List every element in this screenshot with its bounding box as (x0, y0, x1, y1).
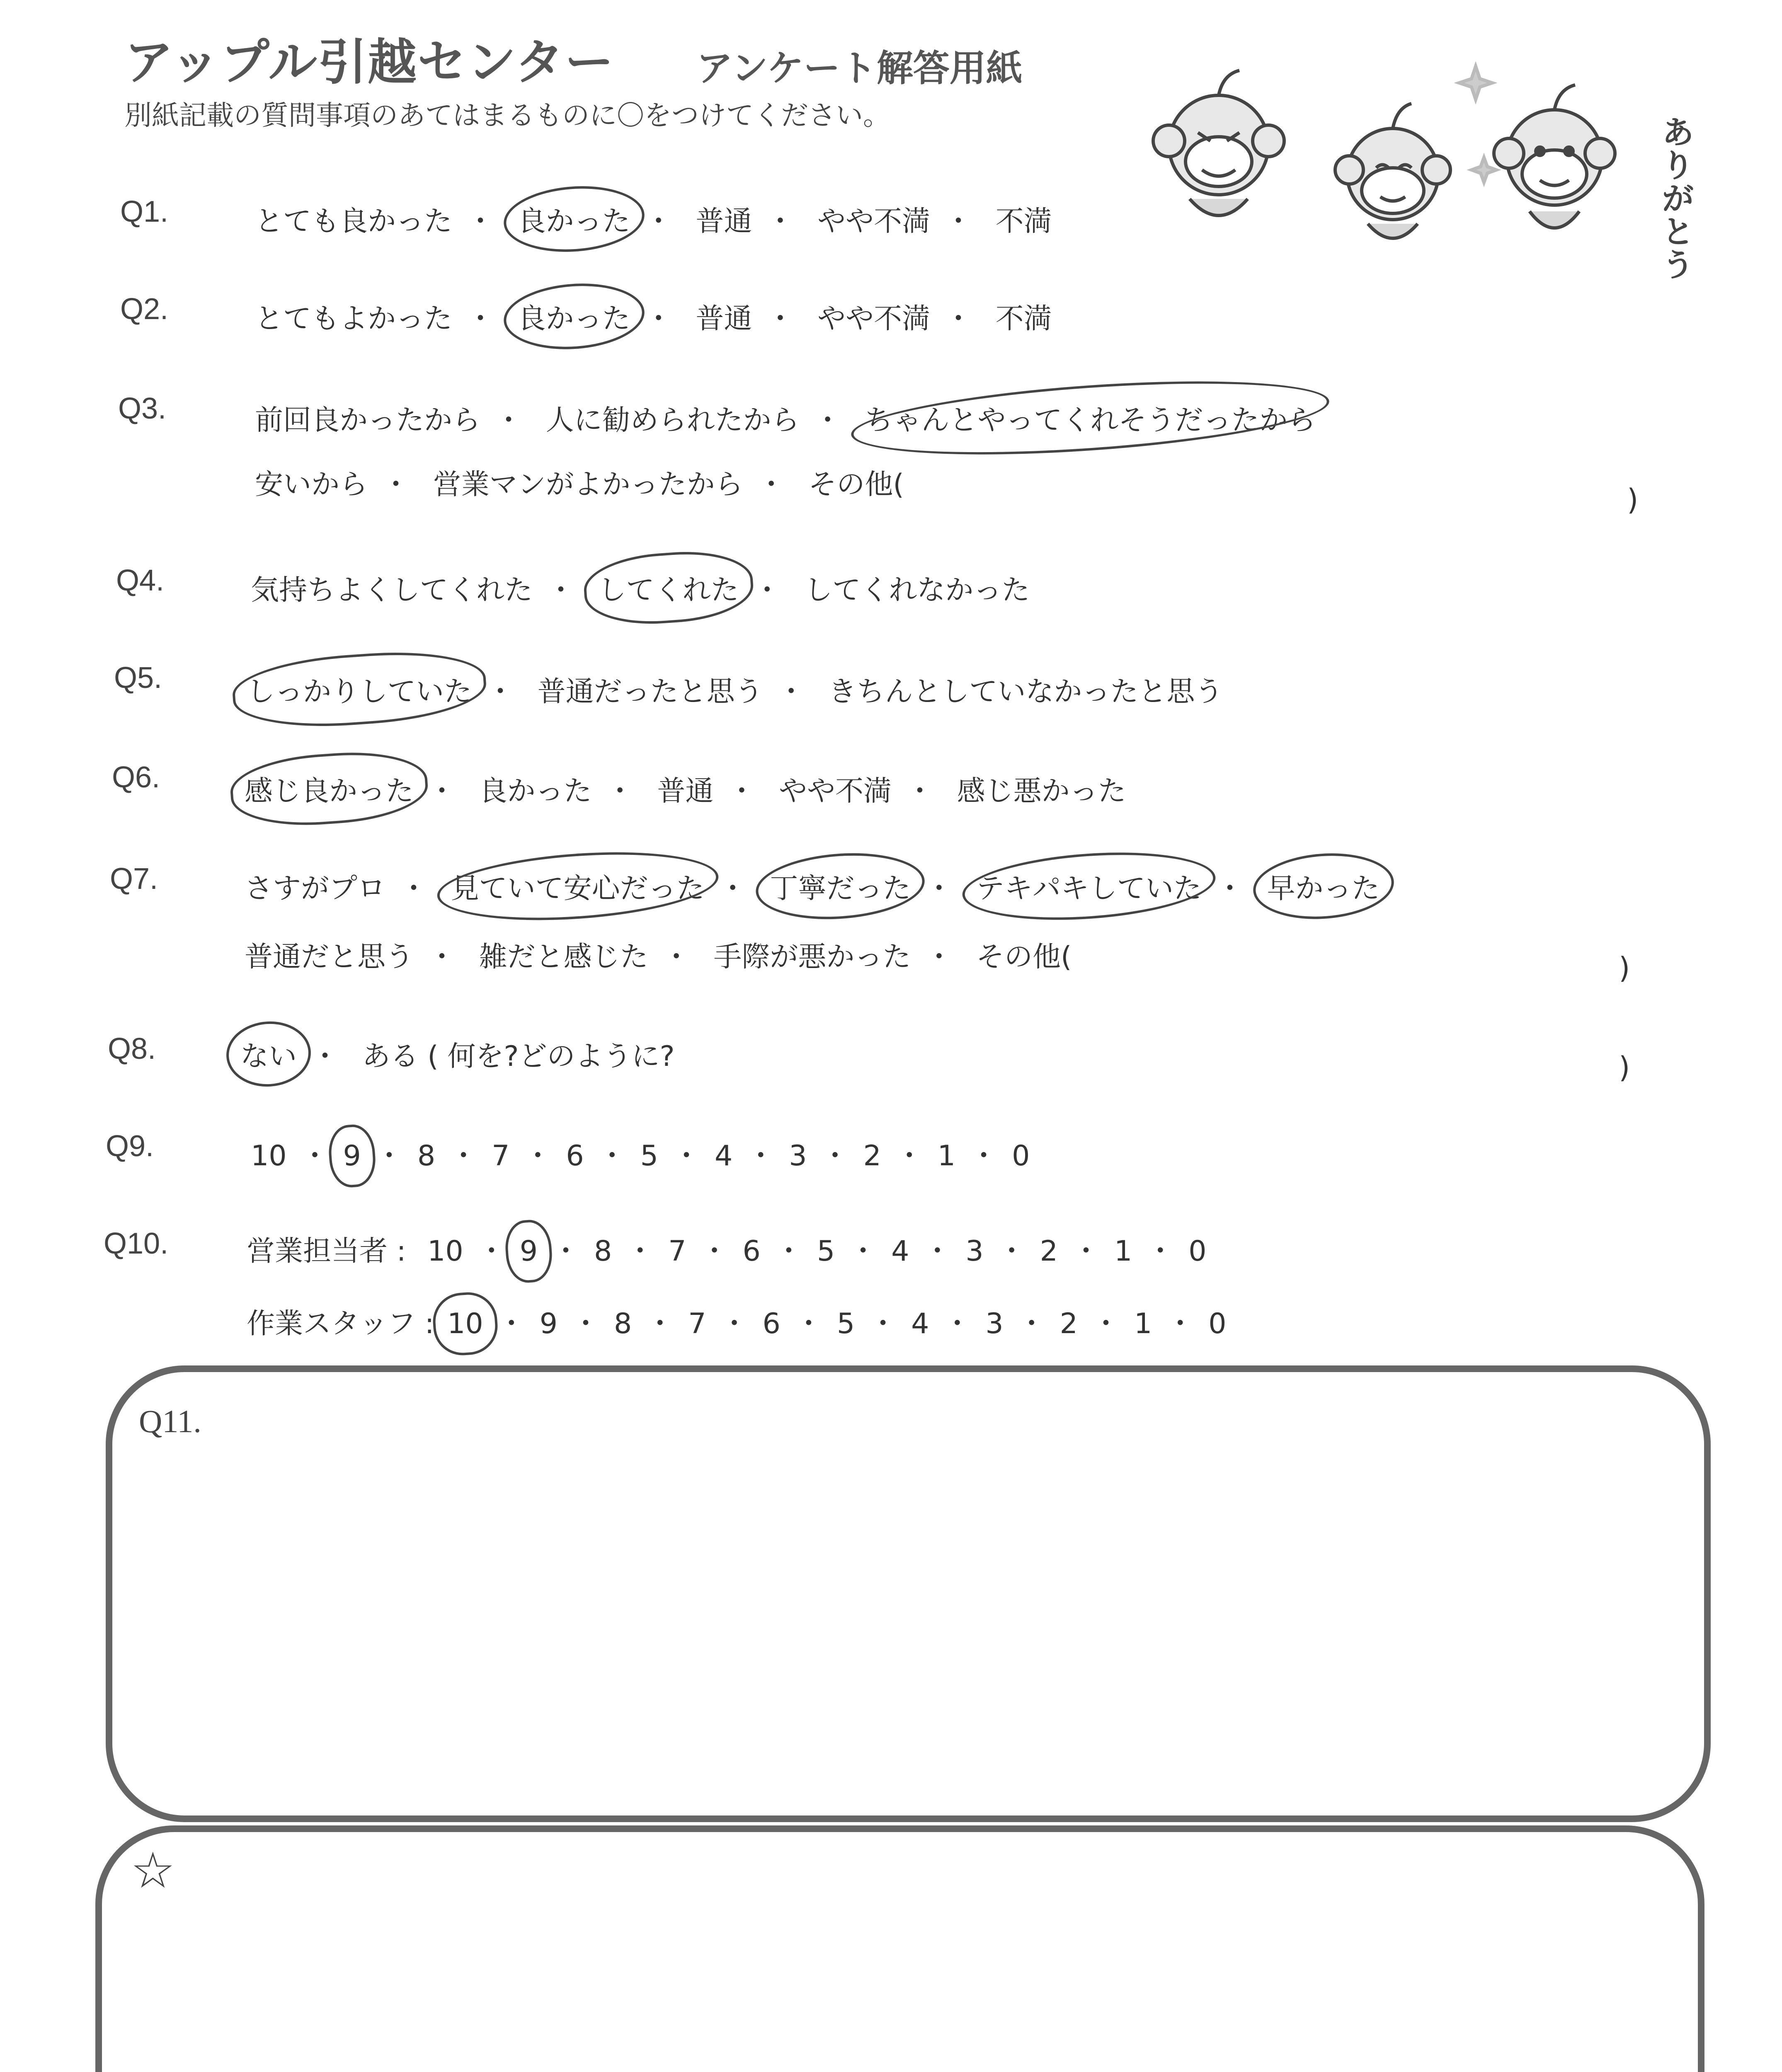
q10-sales-option-9-selected[interactable]: 9 (519, 1235, 538, 1268)
q10-sales-label: 営業担当者 : (247, 1235, 406, 1268)
q6-options: 感じ良かった ・ 良かった ・ 普通 ・ やや不満 ・ 感じ悪かった (245, 769, 1126, 809)
q3-option-3-selected[interactable]: ちゃんとやってくれそうだったから (865, 398, 1316, 438)
q9-option-10[interactable]: 10 (251, 1140, 287, 1172)
q10-staff-option-0[interactable]: 0 (1208, 1307, 1227, 1340)
q6-label: Q6. (112, 761, 160, 794)
q2-option-5[interactable]: 不満 (995, 303, 1052, 335)
q4-options: 気持ちよくしてくれた ・ してくれた ・ してくれなかった (251, 568, 1030, 608)
q7-option-6[interactable]: 普通だと思う (245, 941, 414, 973)
q10-sales-option-1[interactable]: 1 (1114, 1235, 1132, 1268)
q3-options-row2: 安いから ・ 営業マンがよかったから ・ その他( (255, 468, 904, 501)
q10-sales-option-7[interactable]: 7 (668, 1235, 686, 1268)
q9-option-5[interactable]: 5 (640, 1140, 658, 1172)
q9-option-1[interactable]: 1 (937, 1140, 956, 1172)
q7-label: Q7. (110, 862, 158, 896)
q11-comment-box[interactable] (106, 1365, 1711, 1822)
q10-staff-option-10-selected[interactable]: 10 (447, 1307, 483, 1340)
q8-label: Q8. (108, 1032, 156, 1065)
q2-option-4[interactable]: やや不満 (817, 303, 930, 335)
q6-option-4[interactable]: やや不満 (778, 775, 892, 808)
q8-close-paren: ) (1619, 1051, 1630, 1084)
q1-option-4[interactable]: やや不満 (817, 205, 930, 238)
q5-option-3[interactable]: きちんとしていなかったと思う (828, 675, 1223, 708)
q2-options: とてもよかった ・ 良かった ・ 普通 ・ やや不満 ・ 不満 (255, 296, 1052, 336)
q10-sales-option-2[interactable]: 2 (1040, 1235, 1058, 1268)
q7-option-1[interactable]: さすがプロ (245, 872, 386, 905)
q9-option-9-selected[interactable]: 9 (343, 1140, 361, 1172)
form-title: アップル引越センター (124, 34, 615, 91)
q1-option-3[interactable]: 普通 (696, 205, 752, 238)
form-instruction: 別紙記載の質問事項のあてはまるものに〇をつけてください。 (124, 99, 890, 131)
q10-staff-option-4[interactable]: 4 (911, 1307, 929, 1340)
q10-label: Q10. (104, 1227, 169, 1260)
monkey-mascot-illustration (1144, 50, 1691, 265)
star-label: ☆ (131, 1842, 175, 1900)
q3-close-paren: ) (1627, 483, 1639, 517)
q10-staff-label: 作業スタッフ : (247, 1307, 434, 1340)
q3-option-2[interactable]: 人に勧められたから (546, 404, 800, 437)
q8-options: ない ・ ある ( 何を?どのように? (240, 1034, 675, 1074)
q10-staff-option-8[interactable]: 8 (613, 1307, 632, 1340)
q10-sales-option-6[interactable]: 6 (742, 1235, 761, 1268)
q3-options-row1: 前回良かったから ・ 人に勧められたから ・ ちゃんとやってくれそうだったから (255, 398, 1316, 438)
q10-sales-option-0[interactable]: 0 (1188, 1235, 1207, 1268)
q4-option-1[interactable]: 気持ちよくしてくれた (251, 574, 533, 607)
q1-options: とても良かった ・ 良かった ・ 普通 ・ やや不満 ・ 不満 (255, 199, 1052, 239)
q3-option-other[interactable]: その他( (808, 468, 904, 501)
q2-option-1[interactable]: とてもよかった (255, 303, 453, 335)
q7-options-row2: 普通だと思う ・ 雑だと感じた ・ 手際が悪かった ・ その他( (245, 941, 1072, 973)
star-comment-box[interactable] (95, 1825, 1704, 2072)
q5-option-1-selected[interactable]: しっかりしていた (247, 669, 472, 709)
q1-label: Q1. (120, 195, 169, 228)
q4-option-2-selected[interactable]: してくれた (598, 568, 739, 608)
q9-option-7[interactable]: 7 (492, 1140, 510, 1172)
q10-sales-option-5[interactable]: 5 (817, 1235, 835, 1268)
q10-staff-row (247, 1301, 1227, 1341)
q10-staff-option-6[interactable]: 6 (762, 1307, 781, 1340)
q7-option-5-selected[interactable]: 早かった (1267, 866, 1380, 906)
q5-options: しっかりしていた ・ 普通だったと思う ・ きちんとしていなかったと思う (247, 669, 1223, 709)
q10-sales-scale: 10 ・ 9 ・ 8 ・ 7 ・ 6 ・ 5 ・ 4 ・ 3 ・ 2 ・ 1 ・ 0 (427, 1235, 1207, 1268)
q10-staff-option-1[interactable]: 1 (1134, 1307, 1152, 1340)
q10-sales-row (247, 1229, 1207, 1269)
q9-scale: 10 ・ 9 ・ 8 ・ 7 ・ 6 ・ 5 ・ 4 ・ 3 ・ 2 ・ 1 ・ 0 (251, 1140, 1030, 1172)
q7-option-8[interactable]: 手際が悪かった (713, 941, 911, 973)
q6-option-2[interactable]: 良かった (479, 775, 592, 808)
q7-options-row1: さすがプロ ・ 見ていて安心だった ・ 丁寧だった ・ テキパキしていた ・ 早かった (245, 866, 1380, 906)
q10-sales-option-4[interactable]: 4 (891, 1235, 909, 1268)
q1-option-5[interactable]: 不満 (995, 205, 1052, 238)
q10-staff-option-3[interactable]: 3 (985, 1307, 1004, 1340)
q10-staff-option-9[interactable]: 9 (539, 1307, 558, 1340)
q10-sales-option-8[interactable]: 8 (594, 1235, 612, 1268)
thanks-text: ありがとう (1662, 114, 1694, 283)
q7-option-4-selected[interactable]: テキパキしていた (976, 866, 1202, 906)
q9-option-0[interactable]: 0 (1012, 1140, 1030, 1172)
q10-staff-scale: 10 ・ 9 ・ 8 ・ 7 ・ 6 ・ 5 ・ 4 ・ 3 ・ 2 ・ 1 ・ 0 (447, 1307, 1227, 1340)
q10-sales-option-3[interactable]: 3 (965, 1235, 984, 1268)
q3-option-4[interactable]: 安いから (255, 468, 368, 501)
q5-label: Q5. (114, 661, 162, 695)
q3-option-5[interactable]: 営業マンがよかったから (433, 468, 743, 501)
q7-option-7[interactable]: 雑だと感じた (479, 941, 648, 973)
q10-staff-option-2[interactable]: 2 (1060, 1307, 1078, 1340)
q3-option-1[interactable]: 前回良かったから (255, 404, 481, 437)
q7-close-paren: ) (1619, 951, 1630, 985)
q1-option-2-selected[interactable]: 良かった (518, 199, 630, 239)
q9-option-4[interactable]: 4 (714, 1140, 733, 1172)
q9-option-2[interactable]: 2 (863, 1140, 881, 1172)
q3-label: Q3. (118, 392, 167, 425)
q2-option-3[interactable]: 普通 (696, 303, 752, 335)
q9-option-8[interactable]: 8 (417, 1140, 436, 1172)
q4-option-3[interactable]: してくれなかった (804, 574, 1030, 607)
q8-option-2[interactable]: ある ( 何を?どのように? (362, 1040, 675, 1073)
form-subtitle: アンケート解答用紙 (696, 47, 1023, 90)
q7-option-2-selected[interactable]: 見ていて安心だった (451, 866, 705, 906)
q9-label: Q9. (106, 1130, 154, 1163)
q6-option-5[interactable]: 感じ悪かった (957, 775, 1126, 808)
q6-option-3[interactable]: 普通 (657, 775, 714, 808)
q2-option-2-selected[interactable]: 良かった (518, 296, 630, 336)
q6-option-1-selected[interactable]: 感じ良かった (245, 769, 414, 809)
q4-label: Q4. (116, 564, 165, 597)
q9-option-6[interactable]: 6 (566, 1140, 584, 1172)
q10-staff-option-7[interactable]: 7 (688, 1307, 706, 1340)
q9-option-3[interactable]: 3 (789, 1140, 807, 1172)
q10-sales-option-10[interactable]: 10 (427, 1235, 463, 1268)
q10-staff-option-5[interactable]: 5 (836, 1307, 855, 1340)
q1-option-1[interactable]: とても良かった (255, 205, 453, 238)
q8-option-1-selected[interactable]: ない (240, 1034, 297, 1074)
q7-option-3-selected[interactable]: 丁寧だった (770, 866, 911, 906)
q2-label: Q2. (120, 293, 169, 326)
q11-label: Q11. (139, 1403, 201, 1439)
q5-option-2[interactable]: 普通だったと思う (537, 675, 763, 708)
q7-option-other[interactable]: その他( (976, 941, 1072, 973)
